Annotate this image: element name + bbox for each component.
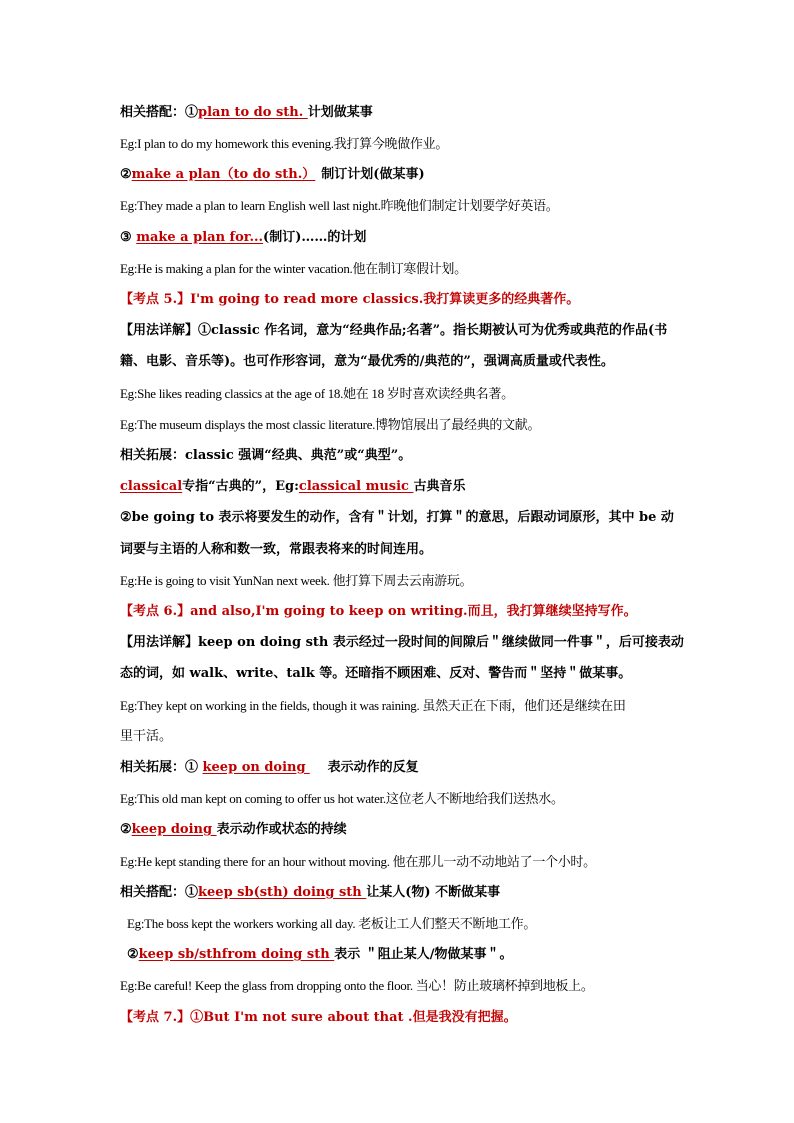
- phrase-keep-sb-from-doing-sth: keep sb/sthfrom doing sth: [138, 947, 335, 962]
- collocation-line-make-a-plan-for: [120, 229, 700, 247]
- phrase-make-a-plan-for: make a plan for...: [136, 230, 264, 245]
- example-sentence: Eg:This old man kept on coming to offer us hot water.这位老人不断地给我们送热水。: [120, 791, 564, 806]
- classical-meaning: 专指“古典的”，Eg:: [182, 479, 299, 494]
- collocation-label: 相关搭配：: [120, 105, 186, 120]
- phrase-keep-on-doing: keep on doing: [202, 760, 306, 775]
- example-sentence: Eg:I plan to do my homework this evening.我打算今晚做作业。: [120, 136, 449, 151]
- phrase-meaning: 计划做某事: [307, 105, 373, 120]
- phrase-meaning: 古典音乐: [413, 479, 466, 494]
- classical-line: [120, 478, 700, 496]
- extension-keep-doing: [120, 821, 700, 839]
- example-sentence: Eg:Be careful! Keep the glass from dropping onto the floor. 当心！防止玻璃杯掉到地板上。: [120, 978, 594, 993]
- key-point-5-heading: 【考点 5.】I'm going to read more classics.我打算读更多的经典著作。: [120, 292, 580, 307]
- related-extension: 相关拓展：classic 强调“经典、典范”或“典型”。: [120, 448, 412, 463]
- example-sentence: Eg:The museum displays the most classic literature.博物馆展出了最经典的文献。: [120, 417, 541, 432]
- circled-number: ③: [120, 230, 137, 245]
- phrase-meaning: (制订)……的计划: [263, 230, 367, 245]
- example-sentence: Eg:He is making a plan for the winter vacation.他在制订寒假计划。: [120, 261, 467, 276]
- phrase-meaning: 表示 ＂阻止某人/物做某事＂。: [334, 947, 513, 962]
- example-sentence: Eg:The boss kept the workers working all day. 老板让工人们整天不断地工作。: [127, 916, 537, 931]
- example-sentence: Eg:He is going to visit YunNan next week. 他打算下周去云南游玩。: [120, 573, 473, 588]
- be-going-to-explanation: ②be going to 表示将要发生的动作，含有＂计划，打算＂的意思，后跟动词原形，其中 be 动: [120, 510, 674, 525]
- phrase-meaning: 制订计划(做某事): [321, 167, 425, 182]
- usage-explanation: 【用法详解】①classic 作名词，意为“经典作品;名著”。指长期被认可为优秀或典范的作品(书: [120, 323, 668, 338]
- phrase-keep-sb-doing-sth: keep sb(sth) doing sth: [198, 885, 367, 900]
- circled-number: ②: [120, 822, 132, 837]
- phrase-classical-music: classical music: [298, 479, 414, 494]
- collocation-keep-sb-from-doing: [127, 946, 707, 964]
- phrase-keep-doing: keep doing: [131, 822, 217, 837]
- extension-label: 相关拓展：①: [120, 760, 203, 775]
- collocation-keep-sb-doing: [120, 884, 700, 902]
- phrase-make-a-plan: make a plan（to do sth.）: [131, 167, 316, 182]
- example-sentence: Eg:They kept on working in the fields, though it was raining. 虽然天正在下雨，他们还是继续在田: [120, 698, 626, 713]
- collocation-line-make-a-plan: [120, 166, 700, 184]
- word-classical: classical: [120, 479, 183, 494]
- key-point-7-heading: 【考点 7.】①But I'm not sure about that .但是我没有把握。: [120, 1010, 517, 1025]
- key-point-6-heading: 【考点 6.】and also,I'm going to keep on writing.而且，我打算继续坚持写作。: [120, 604, 637, 619]
- example-sentence: Eg:They made a plan to learn English well last night.昨晚他们制定计划要学好英语。: [120, 198, 559, 213]
- phrase-meaning: 让某人(物) 不断做某事: [366, 885, 501, 900]
- collocation-line-plan-to-do: [120, 104, 700, 122]
- usage-explanation-continued: 态的词，如 walk、write、talk 等。还暗指不顾困难、反对、警告而＂坚持＂做某事。: [120, 666, 632, 681]
- extension-keep-on-doing: [120, 759, 700, 777]
- usage-explanation-continued: 籍、电影、音乐等)。也可作形容词，意为“最优秀的/典范的”，强调高质量或代表性。: [120, 354, 614, 369]
- phrase-plan-to-do: plan to do sth.: [198, 105, 308, 120]
- phrase-meaning: 表示动作的反复: [327, 760, 419, 775]
- example-sentence-continued: 里干活。: [120, 729, 173, 744]
- example-sentence: Eg:She likes reading classics at the age of 18.她在 18 岁时喜欢读经典名著。: [120, 386, 514, 401]
- phrase-meaning: 表示动作或状态的持续: [216, 822, 347, 837]
- circled-number: ②: [120, 167, 132, 182]
- be-going-to-explanation-continued: 词要与主语的人称和数一致，常跟表将来的时间连用。: [120, 542, 433, 557]
- circled-number: ②: [127, 947, 139, 962]
- example-sentence: Eg:He kept standing there for an hour without moving. 他在那儿一动不动地站了一个小时。: [120, 854, 596, 869]
- usage-explanation: 【用法详解】keep on doing sth 表示经过一段时间的间隙后＂继续做同一件事＂，后可接表动: [120, 635, 684, 650]
- collocation-label: 相关搭配：①: [120, 885, 199, 900]
- circled-number: ①: [185, 105, 199, 120]
